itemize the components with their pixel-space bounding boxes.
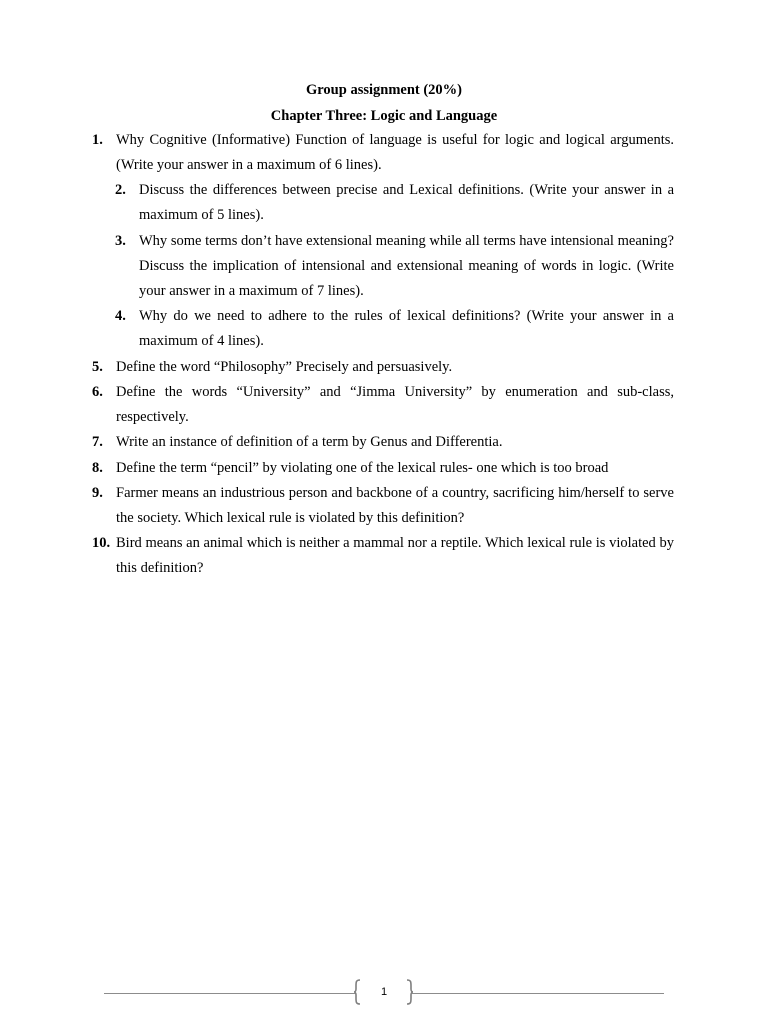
question-item bbox=[92, 456, 674, 481]
question-text: Why Cognitive (Informative) Function of language is useful for logic and logical arguments. (Write your answer in a maximum of 6 lines). bbox=[116, 132, 674, 173]
question-number: 1. bbox=[92, 132, 103, 148]
question-text: Bird means an animal which is neither a mammal nor a reptile. Which lexical rule is violated by this definition? bbox=[116, 535, 674, 576]
question-text: Why do we need to adhere to the rules of lexical definitions? (Write your answer in a maximum of 4 lines). bbox=[139, 308, 674, 349]
question-number: 10. bbox=[92, 535, 111, 551]
question-number: 8. bbox=[92, 460, 103, 476]
question-item bbox=[92, 430, 674, 455]
question-text: Define the word “Philosophy” Precisely and persuasively. bbox=[116, 359, 453, 375]
footer-rule-right bbox=[412, 993, 664, 994]
question-item bbox=[92, 531, 674, 581]
question-text: Define the words “University” and “Jimma University” by enumeration and sub-class, respectively. bbox=[116, 384, 674, 425]
question-text: Discuss the differences between precise and Lexical definitions. (Write your answer in a maximum of 5 lines). bbox=[139, 182, 674, 223]
question-number: 2. bbox=[115, 182, 126, 198]
question-item bbox=[115, 304, 674, 354]
question-text: Write an instance of definition of a term by Genus and Differentia. bbox=[116, 434, 503, 450]
question-item bbox=[92, 128, 674, 178]
question-text: Farmer means an industrious person and backbone of a country, sacrificing him/herself to serve the society. Which lexical rule is violated by this definition? bbox=[116, 485, 674, 526]
right-brace-decoration bbox=[406, 979, 414, 1005]
page-number: 1 bbox=[380, 986, 388, 998]
question-item bbox=[115, 229, 674, 304]
question-number: 5. bbox=[92, 359, 103, 375]
question-item bbox=[92, 380, 674, 430]
question-number: 9. bbox=[92, 485, 103, 501]
question-number: 7. bbox=[92, 434, 103, 450]
question-item bbox=[115, 178, 674, 228]
document-title: Group assignment (20%) bbox=[305, 82, 463, 98]
question-text: Define the term “pencil” by violating one of the lexical rules- one which is too broad bbox=[116, 460, 609, 476]
question-number: 6. bbox=[92, 384, 103, 400]
footer-rule-left bbox=[104, 993, 356, 994]
left-brace-decoration bbox=[353, 979, 361, 1005]
question-number: 3. bbox=[115, 233, 126, 249]
question-item bbox=[92, 481, 674, 531]
document-subtitle: Chapter Three: Logic and Language bbox=[270, 108, 498, 124]
question-number: 4. bbox=[115, 308, 126, 324]
question-text: Why some terms don’t have extensional meaning while all terms have intensional meaning? Discuss the implication of intensional and extensional meaning of words in logic. (Write your answer in a maximum of 7 lines). bbox=[139, 233, 674, 299]
question-item bbox=[92, 355, 674, 380]
